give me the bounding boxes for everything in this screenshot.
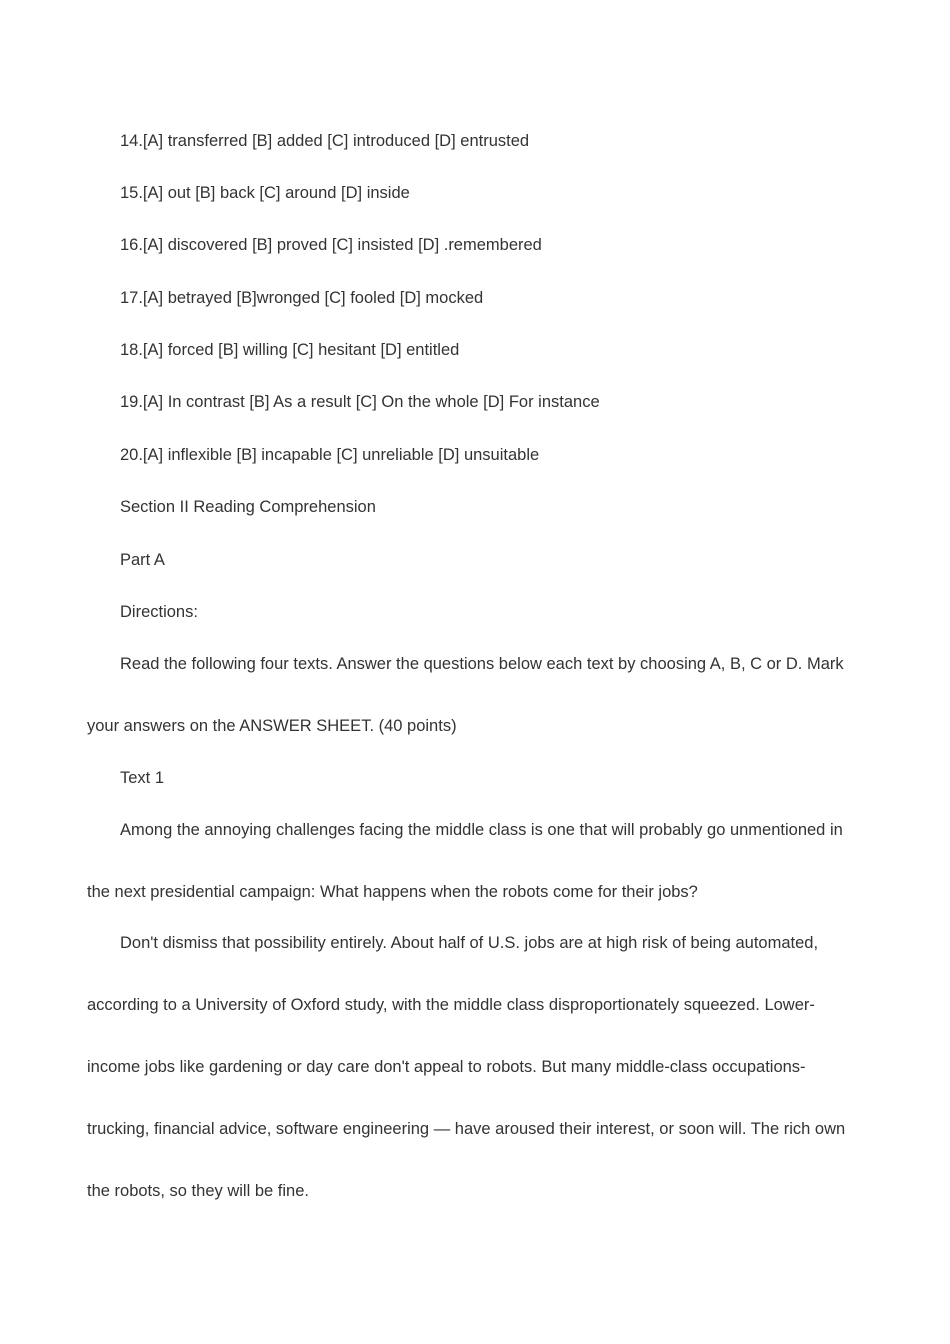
paragraph1-line-1: Among the annoying challenges facing the middle class is one that will probably go unmentioned in <box>120 821 843 839</box>
option-line-20: 20.[A] inflexible [B] incapable [C] unreliable [D] unsuitable <box>120 446 540 464</box>
paragraph2-line-4: trucking, financial advice, software engineering — have aroused their interest, or soon will. The rich own <box>87 1120 846 1138</box>
option-line-14: 14.[A] transferred [B] added [C] introduced [D] entrusted <box>120 132 530 150</box>
paragraph2-line-3: income jobs like gardening or day care don't appeal to robots. But many middle-class occupations- <box>87 1058 806 1076</box>
directions-line-1: Read the following four texts. Answer the questions below each text by choosing A, B, C or D. Mark <box>120 655 844 673</box>
option-line-17: 17.[A] betrayed [B]wronged [C] fooled [D] mocked <box>120 289 484 307</box>
paragraph1-line-2: the next presidential campaign: What happens when the robots come for their jobs? <box>87 883 698 901</box>
paragraph2-line-1: Don't dismiss that possibility entirely. About half of U.S. jobs are at high risk of being automated, <box>120 934 819 952</box>
option-line-18: 18.[A] forced [B] willing [C] hesitant [D] entitled <box>120 341 460 359</box>
paragraph2-line-2: according to a University of Oxford study, with the middle class disproportionately squeezed. Lower- <box>87 996 815 1014</box>
part-title: Part A <box>120 551 165 569</box>
directions-label: Directions: <box>120 603 198 621</box>
option-line-19: 19.[A] In contrast [B] As a result [C] On the whole [D] For instance <box>120 393 600 411</box>
section-title: Section II Reading Comprehension <box>120 498 376 516</box>
directions-line-2: your answers on the ANSWER SHEET. (40 points) <box>87 717 457 735</box>
paragraph2-line-5: the robots, so they will be fine. <box>87 1182 309 1200</box>
option-line-16: 16.[A] discovered [B] proved [C] insisted [D] .remembered <box>120 236 542 254</box>
option-line-15: 15.[A] out [B] back [C] around [D] inside <box>120 184 410 202</box>
text-label: Text 1 <box>120 769 165 787</box>
